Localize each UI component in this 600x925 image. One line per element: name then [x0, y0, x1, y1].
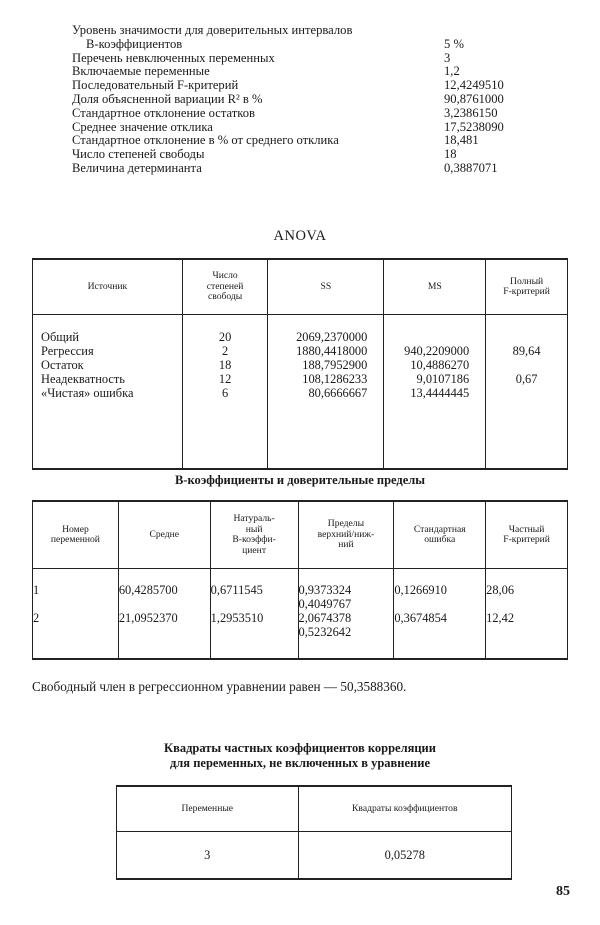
squares-row [117, 832, 512, 880]
header-limits: Пределы верхний/ниж- ний [298, 501, 394, 569]
summary-label: Включаемые переменные [72, 64, 210, 79]
summary-label: Уровень значимости для доверительных интервалов [72, 23, 353, 37]
anova-ss-cell: 2069,2370000 [296, 330, 368, 344]
header-variables: Переменные [117, 786, 299, 832]
header-std-error: Стандартная ошибка [394, 501, 486, 569]
coefficients-title: B-коэффициенты и доверительные пределы [174, 473, 426, 487]
coef-mean-column [118, 569, 210, 659]
anova-f-cell [486, 386, 567, 400]
header-full-f: Полный F-критерий [486, 259, 568, 315]
coef-natural-cell: 1,2953510 [210, 611, 264, 625]
squares-value-cell: 0,05278 [298, 832, 511, 880]
squares-title-line: для переменных, не включенных в уравнение [169, 756, 431, 770]
anova-ms-cell: 13,4444445 [410, 386, 470, 400]
anova-df-cell: 6 [222, 386, 229, 400]
coef-f-column [486, 569, 568, 659]
squares-var-cell: 3 [117, 832, 299, 880]
anova-source-cell: Общий [41, 330, 80, 344]
summary-label: Перечень невключенных переменных [72, 50, 275, 65]
anova-table [32, 258, 568, 470]
summary-value: 3,2386150 [444, 105, 498, 120]
anova-df-cell: 2 [222, 344, 229, 358]
coef-f-cell: 28,06 [486, 583, 515, 597]
header-source: Источник [33, 259, 183, 315]
header-df: Число степеней свободы [182, 259, 268, 315]
summary-label: Среднее значение отклика [72, 119, 213, 134]
regression-summary [72, 24, 552, 176]
anova-ms-cell: 940,2209000 [404, 344, 470, 358]
anova-source-cell: Остаток [41, 358, 84, 372]
summary-label: Доля объясненной вариации R² в % [72, 91, 263, 106]
summary-row [72, 52, 552, 66]
coef-stderr-cell: 0,1266910 [394, 583, 447, 597]
summary-row [72, 24, 552, 38]
header-mean: Средне [118, 501, 210, 569]
header-partial-f: Частный F-критерий [486, 501, 568, 569]
squares-header-row [117, 786, 512, 832]
anova-ms-cell [384, 330, 485, 344]
summary-label: Последовательный F-критерий [72, 78, 239, 93]
anova-f-cell [486, 330, 567, 344]
coef-num-cell: 1 [33, 583, 40, 597]
anova-ss-cell: 80,6666667 [308, 386, 368, 400]
summary-value: 12,4249510 [444, 78, 504, 93]
coef-upper-cell: 0,9373324 [298, 583, 352, 597]
coef-stderr-column [394, 569, 486, 659]
summary-label: Стандартное отклонение в % от среднего отклика [72, 133, 339, 148]
anova-source-cell: Неадекватность [41, 372, 125, 386]
header-ss: SS [268, 259, 384, 315]
summary-row [72, 162, 552, 176]
coef-mean-cell: 21,0952370 [118, 611, 178, 625]
free-term-statement: Свободный член в регрессионном уравнении равен — 50,3588360. [32, 679, 407, 694]
header-ms: MS [384, 259, 486, 315]
anova-title: ANOVA [273, 228, 327, 244]
summary-value: 1,2 [444, 64, 460, 79]
anova-source-cell: «Чистая» ошибка [41, 386, 134, 400]
summary-row [72, 79, 552, 93]
coefficients-body-row [33, 569, 568, 659]
anova-f-column [486, 315, 568, 469]
coef-lower-cell: 0,5232642 [298, 625, 352, 639]
coef-f-cell: 12,42 [486, 611, 515, 625]
coef-natural-cell: 0,6711545 [210, 583, 263, 597]
squares-title-line: Квадраты частных коэффициентов корреляции [164, 741, 436, 755]
anova-ms-cell: 9,0107186 [416, 372, 470, 386]
coef-stderr-cell: 0,3674854 [394, 611, 447, 625]
coef-num-column [33, 569, 119, 659]
header-squares: Квадраты коэффициентов [298, 786, 511, 832]
header-variable-number: Номер переменной [33, 501, 119, 569]
coefficients-header-row [33, 501, 568, 569]
anova-ss-column [268, 315, 384, 469]
squares-title [0, 741, 600, 771]
anova-df-cell: 20 [218, 330, 232, 344]
page-number: 85 [556, 884, 570, 899]
coef-num-cell: 2 [33, 611, 40, 625]
coef-upper-cell: 2,0674378 [298, 611, 352, 625]
anova-header-row [33, 259, 568, 315]
anova-df-cell: 12 [218, 372, 232, 386]
coef-limits-column [298, 569, 394, 659]
anova-f-cell: 0,67 [515, 372, 538, 386]
summary-value: 17,5238090 [444, 119, 504, 134]
anova-ms-cell: 10,4886270 [410, 358, 470, 372]
anova-ss-cell: 1880,4418000 [296, 344, 368, 358]
summary-row [72, 93, 552, 107]
header-natural-b: Натураль- ный B-коэффи- циент [210, 501, 298, 569]
anova-source-cell: Регрессия [41, 344, 94, 358]
anova-df-column [182, 315, 268, 469]
anova-df-cell: 18 [218, 358, 232, 372]
summary-row [72, 148, 552, 162]
summary-row [72, 38, 552, 52]
coefficients-table [32, 500, 568, 660]
summary-value: 18,481 [444, 133, 479, 148]
summary-row [72, 134, 552, 148]
anova-ss-cell: 108,1286233 [302, 372, 368, 386]
summary-value: 18 [444, 147, 457, 162]
summary-value: 5 % [444, 36, 464, 51]
summary-label: Число степеней свободы [72, 147, 205, 162]
summary-row [72, 121, 552, 135]
summary-row [72, 107, 552, 121]
anova-f-cell: 89,64 [512, 344, 541, 358]
anova-f-cell [486, 358, 567, 372]
anova-ms-column [384, 315, 486, 469]
coef-natural-column [210, 569, 298, 659]
summary-value: 3 [444, 50, 451, 65]
coef-mean-cell: 60,4285700 [118, 583, 178, 597]
summary-label: B-коэффициентов [86, 36, 183, 51]
coef-lower-cell: 0,4049767 [298, 597, 352, 611]
summary-label: Стандартное отклонение остатков [72, 105, 256, 120]
squares-table [116, 785, 512, 880]
summary-value: 90,8761000 [444, 91, 504, 106]
anova-body-row [33, 315, 568, 469]
anova-source-column [33, 315, 183, 469]
summary-value: 0,3887071 [444, 160, 498, 175]
anova-ss-cell: 188,7952900 [302, 358, 368, 372]
summary-label: Величина детерминанта [72, 160, 202, 175]
summary-row [72, 65, 552, 79]
